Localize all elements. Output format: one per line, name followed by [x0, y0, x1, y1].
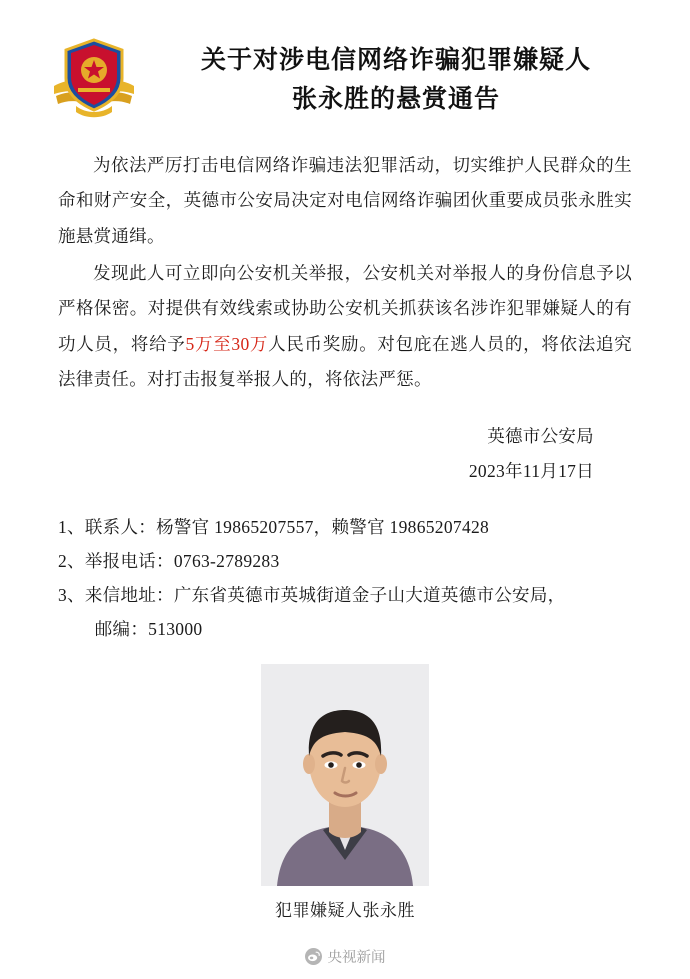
- paragraph-1-text: 为依法严厉打击电信网络诈骗违法犯罪活动，切实维护人民群众的生命和财产安全，英德市公安局决定对电信网络诈骗团伙重要成员张永胜实施悬赏通缉。: [58, 155, 632, 246]
- document-body: [0, 126, 690, 488]
- contact-list: [0, 510, 690, 647]
- contact-postal-code: 邮编：513000: [94, 619, 203, 640]
- contact-row-3: [58, 578, 632, 612]
- contact-value-2: 0763-2789283: [173, 550, 280, 571]
- page-title: [142, 41, 644, 120]
- contact-label-2: 举报电话：: [84, 550, 174, 571]
- contact-value-3: 广东省英德市英城街道金子山大道英德市公安局，: [173, 584, 566, 605]
- contact-label-1: 联系人：: [84, 516, 157, 537]
- contact-index-3: 3、: [58, 584, 85, 605]
- paragraph-1: [58, 148, 632, 254]
- contact-label-3: 来信地址：: [84, 584, 174, 605]
- contact-value-1: 杨警官 19865207557，赖警官 19865207428: [156, 516, 490, 537]
- document-header: [0, 0, 690, 126]
- weibo-icon: [305, 948, 322, 965]
- contact-index-2: 2、: [58, 550, 85, 571]
- source-watermark: [0, 946, 690, 967]
- reward-amount-highlight: 5万至30万: [185, 333, 269, 354]
- paragraph-2-text-a: 发现此人可立即向公安机关举报，公安机关对举报人的身份信息予以严格保密。对提供有效线索或协助公安机关抓获该名涉诈犯罪嫌疑人的有功人员，将给予: [58, 263, 632, 354]
- suspect-portrait-photo-icon: [261, 664, 429, 886]
- title-line-1: 关于对涉电信网络诈骗犯罪嫌疑人: [200, 46, 591, 74]
- issue-date: 2023年11月17日: [468, 460, 594, 481]
- contact-row-1: [58, 510, 632, 544]
- signature-block: [58, 419, 632, 487]
- paragraph-2-text-b: 人民币奖励。对包庇在逃人员的，将依法追究法律责任。对打击报复举报人的，将依法严惩。: [58, 333, 632, 390]
- paragraph-2: [58, 256, 632, 397]
- photo-caption: 犯罪嫌疑人张永胜: [275, 901, 415, 921]
- contact-row-2: [58, 544, 632, 578]
- title-line-2: 张永胜的悬赏通告: [291, 86, 500, 113]
- source-label: 央视新闻: [327, 950, 386, 966]
- police-badge-emblem-icon: [46, 34, 142, 126]
- issuer-name: 英德市公安局: [487, 426, 594, 447]
- contact-index-1: 1、: [58, 516, 85, 537]
- suspect-photo-block: [0, 664, 690, 921]
